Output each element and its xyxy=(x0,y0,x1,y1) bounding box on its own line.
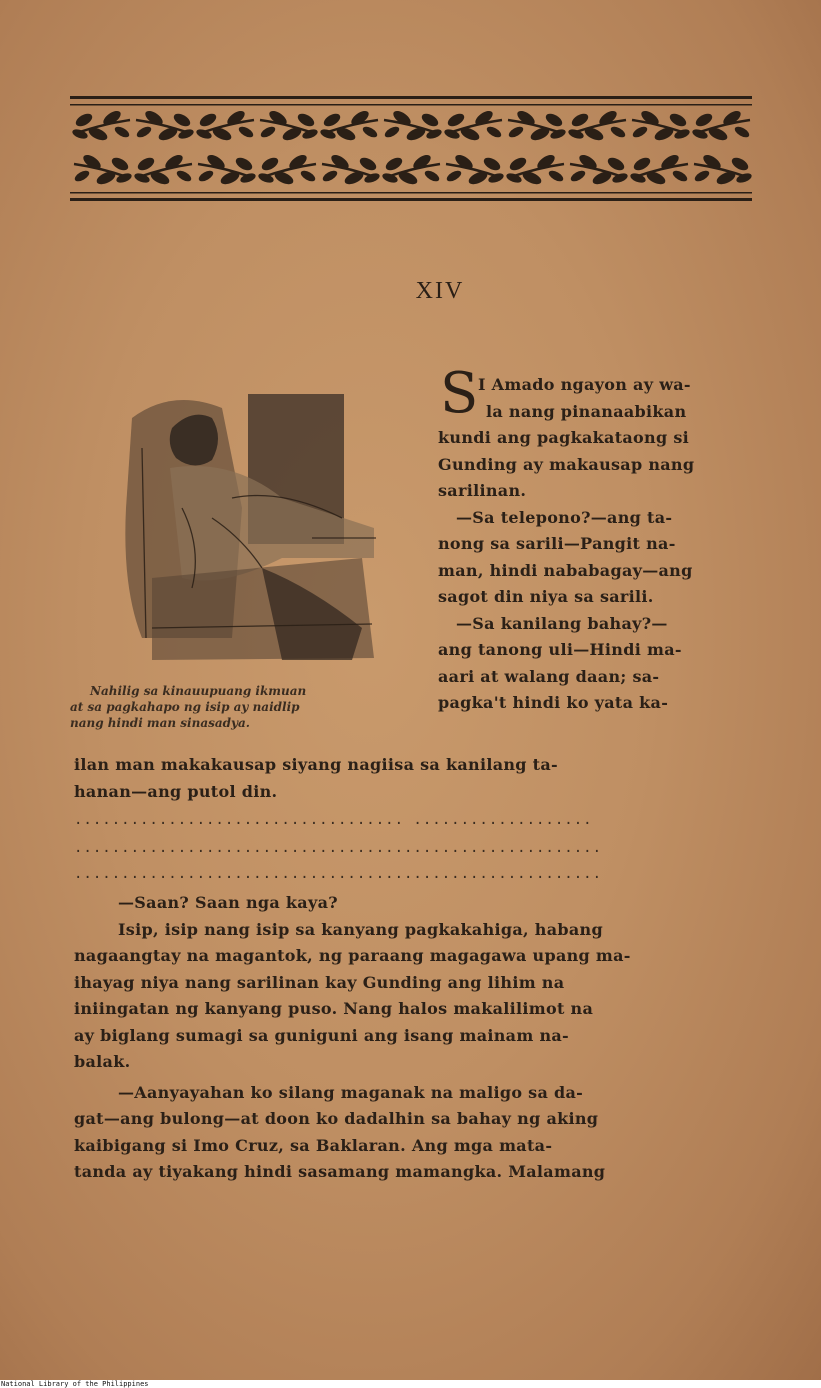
ellipsis-separator: ........................................................ xyxy=(74,866,603,882)
body-line: —Sa telepono?—ang ta- xyxy=(456,507,673,527)
caption-line: Nahilig sa kinauupuang ikmuan xyxy=(90,684,307,698)
body-line: nagaangtay na magantok, ng paraang magagawa upang ma- xyxy=(74,946,631,965)
leaf-motif xyxy=(383,108,443,143)
body-line: —Aanyayahan ko silang maganak na maligo sa da- xyxy=(118,1082,584,1102)
leaf-motif xyxy=(443,108,503,143)
body-line: pagka't hindi ko yata ka- xyxy=(438,693,669,712)
body-line: ihayag niya nang sarilinan kay Gunding ang lihim na xyxy=(74,972,565,992)
leaf-motif xyxy=(195,108,255,143)
full-width-paragraph xyxy=(74,890,762,1186)
body-line: I Amado ngayon ay wa- xyxy=(478,375,691,394)
body-line: ilan man makakausap siyang nagiisa sa kanilang ta- xyxy=(74,755,558,774)
body-line: hanan—ang putol din. xyxy=(74,781,278,801)
leaf-motif xyxy=(505,152,565,187)
illustration-caption xyxy=(70,683,428,731)
full-width-paragraph xyxy=(74,752,762,805)
body-line: Gunding ay makausap nang xyxy=(438,454,695,474)
drop-cap: S xyxy=(440,361,479,426)
leaf-motif xyxy=(631,108,691,143)
leaf-motif xyxy=(569,152,629,187)
footer-credit: National Library of the Philippines xyxy=(1,1380,149,1388)
leaf-motif xyxy=(381,152,441,187)
leaf-motif xyxy=(259,108,319,143)
body-line: sarilinan. xyxy=(438,481,527,500)
chapter-number: XIV xyxy=(415,278,465,304)
body-line: man, hindi nababagay—ang xyxy=(438,560,693,580)
decorative-leaf-border xyxy=(70,96,752,202)
leaf-motif xyxy=(73,152,133,187)
right-text-column xyxy=(438,372,756,717)
caption-line: nang hindi man sinasadya. xyxy=(70,716,250,730)
ellipsis-separator: ........................................................ xyxy=(74,840,603,856)
leaf-motif xyxy=(445,152,505,187)
body-line: la nang pinanaabikan xyxy=(486,401,687,421)
body-line: sagot din niya sa sarili. xyxy=(438,587,654,606)
caption-line: at sa pagkahapo ng isip ay naidlip xyxy=(70,700,300,714)
leaf-motif xyxy=(197,152,257,187)
body-line: gat—ang bulong—at doon ko dadalhin sa bahay ng aking xyxy=(74,1109,599,1128)
body-line: aari at walang daan; sa- xyxy=(438,666,660,686)
leaf-motif xyxy=(257,152,317,187)
body-line: ay biglang sumagi sa guniguni ang isang mainam na- xyxy=(74,1025,569,1045)
leaf-motif xyxy=(693,152,752,187)
leaf-motif xyxy=(691,108,751,143)
leaf-motif xyxy=(567,108,627,143)
body-line: ang tanong uli—Hindi ma- xyxy=(438,640,682,659)
leaf-motif xyxy=(507,108,567,143)
body-line: kundi ang pagkakataong si xyxy=(438,428,689,447)
body-line: Isip, isip nang isip sa kanyang pagkakahiga, habang xyxy=(118,919,603,939)
body-line: tanda ay tiyakang hindi sasamang mamangka. Malamang xyxy=(74,1162,606,1181)
sleeping-man-illustration xyxy=(112,388,386,670)
leaf-motif xyxy=(135,108,195,143)
body-line: —Saan? Saan nga kaya? xyxy=(118,893,338,912)
body-line: balak. xyxy=(74,1052,131,1071)
leaf-motif xyxy=(629,152,689,187)
body-line: —Sa kanilang bahay?— xyxy=(456,613,668,633)
body-line: nong sa sarili—Pangit na- xyxy=(438,534,676,553)
body-line: iniingatan ng kanyang puso. Nang halos makalilimot na xyxy=(74,999,594,1018)
leaf-motif xyxy=(321,152,381,187)
leaf-motif xyxy=(133,152,193,187)
leaf-motif xyxy=(71,108,131,143)
ellipsis-separator: ................................... ................... xyxy=(74,812,593,828)
body-line: kaibigang si Imo Cruz, sa Baklaran. Ang mga mata- xyxy=(74,1135,553,1155)
leaf-motif xyxy=(319,108,379,143)
